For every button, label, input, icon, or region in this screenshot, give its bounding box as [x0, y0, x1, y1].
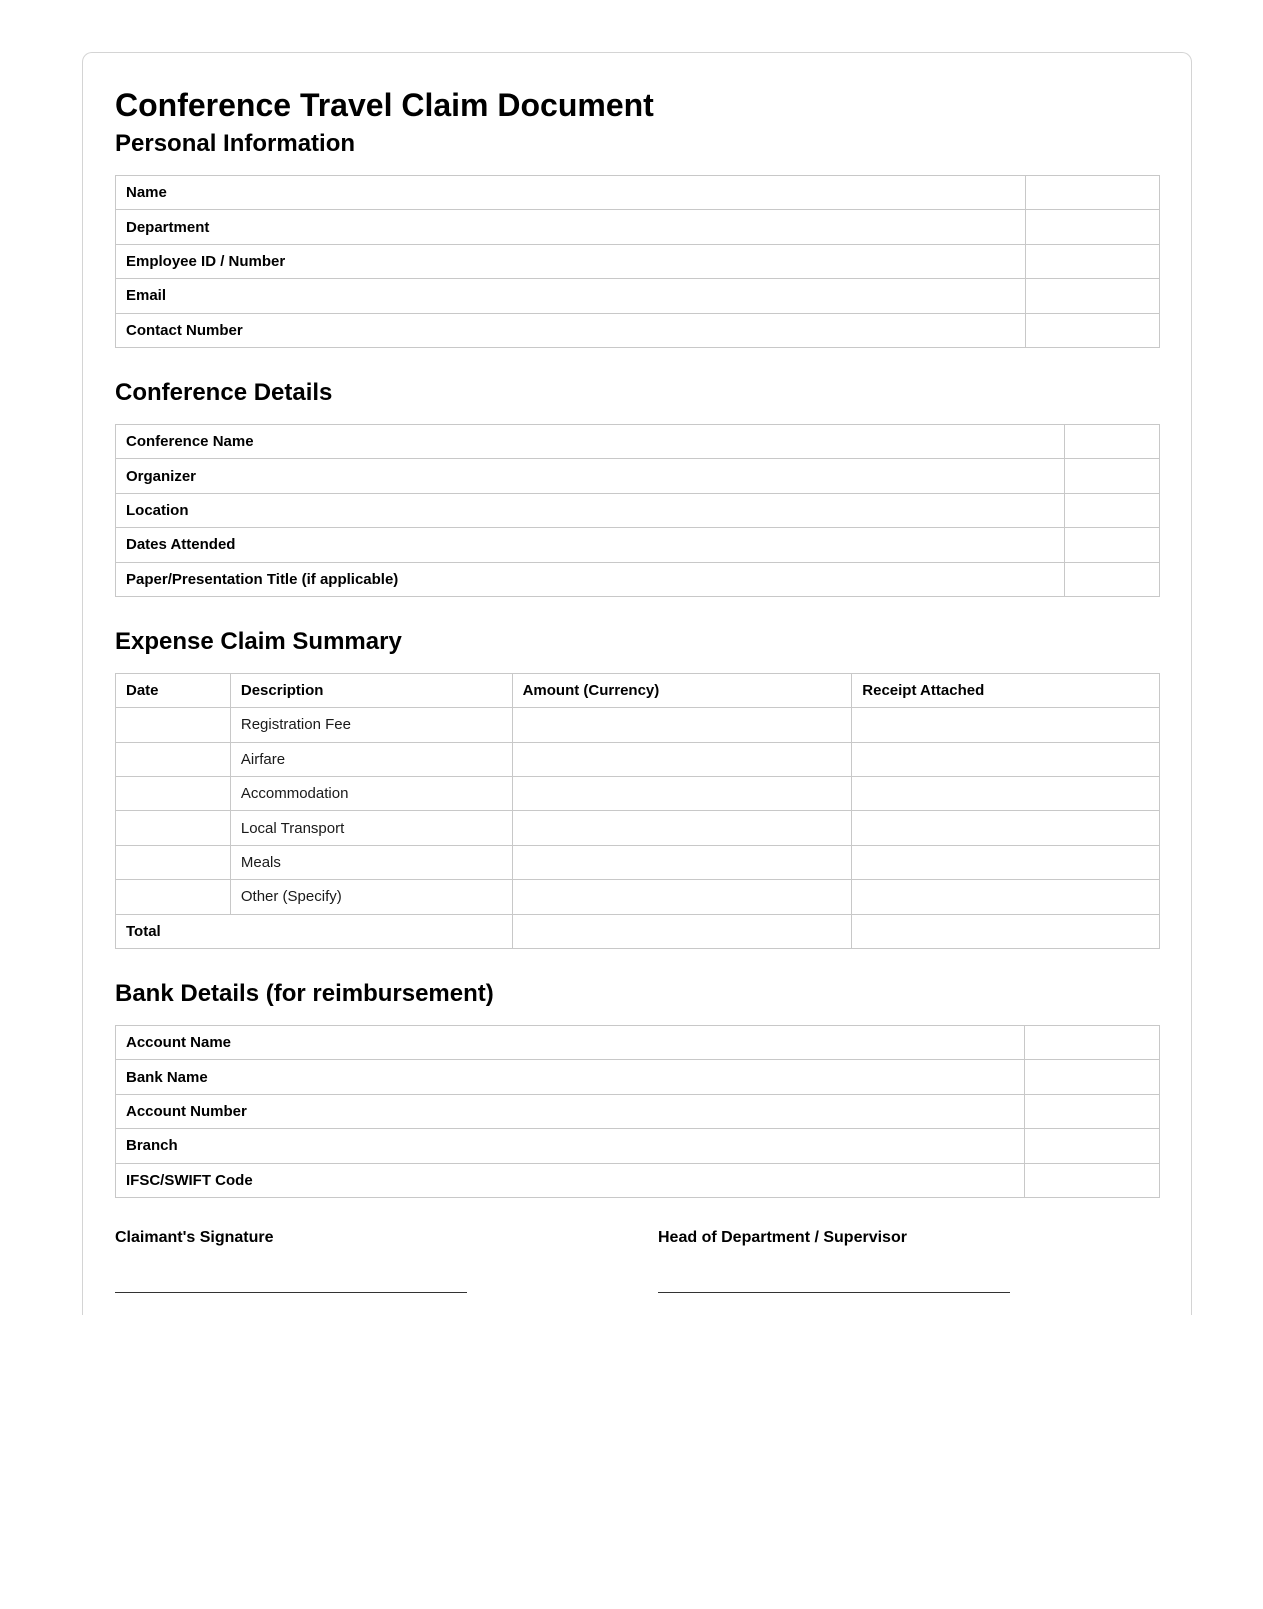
receipt-cell[interactable]	[852, 811, 1160, 845]
field-value-conference-name[interactable]	[1065, 424, 1160, 458]
date-cell[interactable]	[116, 880, 231, 914]
field-value-name[interactable]	[1026, 176, 1160, 210]
field-value-employee-id[interactable]	[1026, 244, 1160, 278]
personal-info-table	[115, 175, 1160, 348]
table-row	[116, 708, 1160, 742]
total-amount-cell[interactable]	[512, 914, 852, 948]
section-heading-bank: Bank Details (for reimbursement)	[115, 980, 494, 1008]
date-cell[interactable]	[116, 742, 231, 776]
field-label: Department	[116, 210, 1026, 244]
description-cell: Other (Specify)	[230, 880, 512, 914]
supervisor-signature-line[interactable]	[658, 1292, 1010, 1293]
section-heading-conference: Conference Details	[115, 378, 333, 406]
description-cell: Airfare	[230, 742, 512, 776]
field-value-paper-title[interactable]	[1065, 562, 1160, 596]
field-label: Location	[116, 493, 1065, 527]
table-row	[116, 459, 1160, 493]
date-cell[interactable]	[116, 811, 231, 845]
column-header-amount: Amount (Currency)	[512, 673, 852, 707]
table-row	[116, 1163, 1160, 1197]
date-cell[interactable]	[116, 777, 231, 811]
table-row	[116, 313, 1160, 347]
column-header-date: Date	[116, 673, 231, 707]
table-row	[116, 1094, 1160, 1128]
table-row	[116, 777, 1160, 811]
table-row	[116, 210, 1160, 244]
document-card	[82, 52, 1192, 1315]
amount-cell[interactable]	[512, 742, 852, 776]
field-value-account-number[interactable]	[1025, 1094, 1160, 1128]
table-row	[116, 880, 1160, 914]
table-row	[116, 279, 1160, 313]
description-cell: Local Transport	[230, 811, 512, 845]
field-label: Account Name	[116, 1026, 1025, 1060]
date-cell[interactable]	[116, 845, 231, 879]
field-label: Organizer	[116, 459, 1065, 493]
field-value-department[interactable]	[1026, 210, 1160, 244]
description-cell: Meals	[230, 845, 512, 879]
amount-cell[interactable]	[512, 811, 852, 845]
table-header-row	[116, 673, 1160, 707]
expense-summary-table	[115, 673, 1160, 949]
field-label: Email	[116, 279, 1026, 313]
claimant-signature-block	[115, 1228, 467, 1293]
receipt-cell[interactable]	[852, 742, 1160, 776]
field-value-dates-attended[interactable]	[1065, 528, 1160, 562]
table-row	[116, 742, 1160, 776]
receipt-cell[interactable]	[852, 880, 1160, 914]
table-row	[116, 1026, 1160, 1060]
table-row	[116, 1060, 1160, 1094]
conference-details-table	[115, 424, 1160, 597]
field-label: IFSC/SWIFT Code	[116, 1163, 1025, 1197]
claimant-signature-label: Claimant's Signature	[115, 1228, 274, 1246]
column-header-receipt: Receipt Attached	[852, 673, 1160, 707]
field-value-email[interactable]	[1026, 279, 1160, 313]
field-label: Account Number	[116, 1094, 1025, 1128]
table-row	[116, 1129, 1160, 1163]
table-row	[116, 845, 1160, 879]
signature-section	[115, 1228, 1160, 1298]
table-row	[116, 562, 1160, 596]
field-label: Contact Number	[116, 313, 1026, 347]
receipt-cell[interactable]	[852, 708, 1160, 742]
field-value-contact-number[interactable]	[1026, 313, 1160, 347]
table-row	[116, 176, 1160, 210]
field-value-branch[interactable]	[1025, 1129, 1160, 1163]
field-label: Employee ID / Number	[116, 244, 1026, 278]
field-value-ifsc-swift[interactable]	[1025, 1163, 1160, 1197]
supervisor-signature-block	[658, 1228, 1010, 1293]
field-label: Conference Name	[116, 424, 1065, 458]
field-label: Paper/Presentation Title (if applicable)	[116, 562, 1065, 596]
column-header-description: Description	[230, 673, 512, 707]
receipt-cell[interactable]	[852, 845, 1160, 879]
field-label: Name	[116, 176, 1026, 210]
table-row	[116, 244, 1160, 278]
table-row	[116, 528, 1160, 562]
field-value-bank-name[interactable]	[1025, 1060, 1160, 1094]
field-value-location[interactable]	[1065, 493, 1160, 527]
description-cell: Accommodation	[230, 777, 512, 811]
amount-cell[interactable]	[512, 708, 852, 742]
field-label: Dates Attended	[116, 528, 1065, 562]
total-row	[116, 914, 1160, 948]
section-heading-personal: Personal Information	[115, 130, 356, 157]
bank-details-table	[115, 1025, 1160, 1198]
section-heading-expense: Expense Claim Summary	[115, 627, 402, 655]
receipt-cell[interactable]	[852, 777, 1160, 811]
amount-cell[interactable]	[512, 880, 852, 914]
amount-cell[interactable]	[512, 845, 852, 879]
total-label: Total	[116, 914, 513, 948]
date-cell[interactable]	[116, 708, 231, 742]
field-value-account-name[interactable]	[1025, 1026, 1160, 1060]
description-cell: Registration Fee	[230, 708, 512, 742]
table-row	[116, 424, 1160, 458]
table-row	[116, 493, 1160, 527]
total-receipt-cell[interactable]	[852, 914, 1160, 948]
claimant-signature-line[interactable]	[115, 1292, 467, 1293]
document-body	[115, 83, 1160, 1298]
field-label: Branch	[116, 1129, 1025, 1163]
amount-cell[interactable]	[512, 777, 852, 811]
field-value-organizer[interactable]	[1065, 459, 1160, 493]
field-label: Bank Name	[116, 1060, 1025, 1094]
supervisor-signature-label: Head of Department / Supervisor	[658, 1228, 907, 1246]
table-row	[116, 811, 1160, 845]
document-title: Conference Travel Claim Document	[115, 87, 654, 123]
